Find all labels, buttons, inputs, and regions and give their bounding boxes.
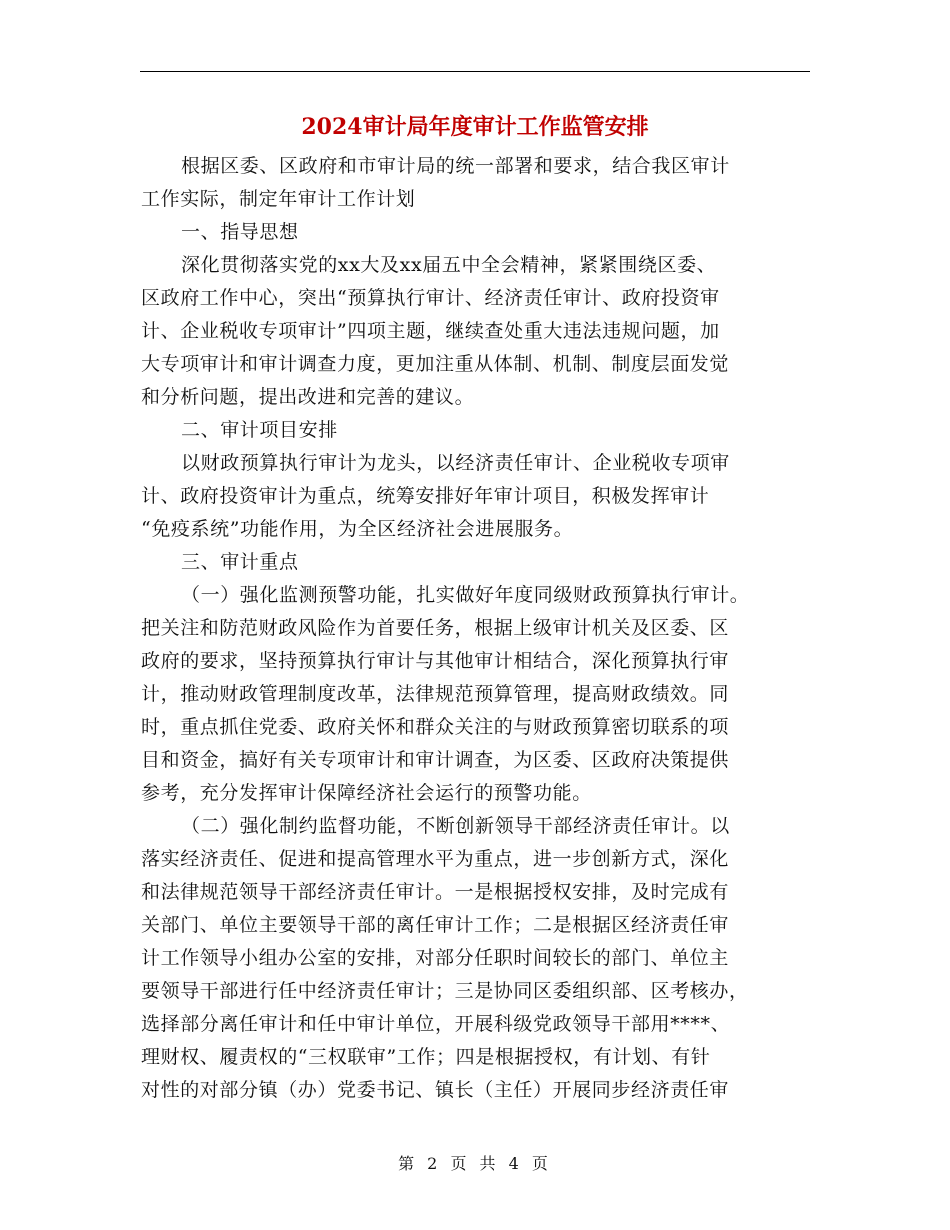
document-title: 2024审计局年度审计工作监管安排 [301,114,649,140]
paragraph-line: 计，推动财政管理制度改革，法律规范预算管理，提高财政绩效。同 [141,683,730,705]
paragraph-line: 计工作领导小组办公室的安排，对部分任职时间较长的部门、单位主 [141,947,730,969]
header-rule [140,71,810,72]
paragraph-line: “免疫系统”功能作用，为全区经济社会进展服务。 [141,518,574,540]
paragraph-line: 参考，充分发挥审计保障经济社会运行的预警功能。 [141,782,592,804]
paragraph-line: 工作实际，制定年审计工作计划 [141,188,416,210]
paragraph-line: 目和资金，搞好有关专项审计和审计调查，为区委、区政府决策提供 [141,749,730,771]
paragraph-line: 把关注和防范财政风险作为首要任务，根据上级审计机关及区委、区 [141,617,730,639]
paragraph-line: 区政府工作中心，突出“预算执行审计、经济责任审计、政府投资审 [141,287,720,309]
page-footer: 第 2 页 共 4 页 [398,1154,552,1173]
section-heading: 二、审计项目安排 [181,419,338,441]
paragraph-line: 和法律规范领导干部经济责任审计。一是根据授权安排，及时完成有 [141,881,730,903]
paragraph-line: 大专项审计和审计调查力度，更加注重从体制、机制、制度层面发觉 [141,353,730,375]
paragraph-line: 和分析问题，提出改进和完善的建议。 [141,386,475,408]
document-body [141,150,811,1107]
paragraph-line: 时，重点抓住党委、政府关怀和群众关注的与财政预算密切联系的项 [141,716,730,738]
paragraph-line: 政府的要求，坚持预算执行审计与其他审计相结合，深化预算执行审 [141,650,730,672]
paragraph-line: 深化贯彻落实党的xx大及xx届五中全会精神，紧紧围绕区委、 [181,254,717,276]
paragraph-line: （二）强化制约监督功能，不断创新领导干部经济责任审计。以 [181,815,730,837]
paragraph-line: 以财政预算执行审计为龙头，以经济责任审计、企业税收专项审 [181,452,730,474]
paragraph-line: 要领导干部进行任中经济责任审计；三是协同区委组织部、区考核办， [141,980,749,1002]
paragraph-line: 落实经济责任、促进和提高管理水平为重点，进一步创新方式，深化 [141,848,730,870]
paragraph-line: 选择部分离任审计和任中审计单位，开展科级党政领导干部用****、 [141,1013,731,1035]
paragraph-line: 根据区委、区政府和市审计局的统一部署和要求，结合我区审计 [181,155,730,177]
paragraph-line: 理财权、履责权的“三权联审”工作；四是根据授权，有计划、有针 [141,1046,711,1068]
section-heading: 一、指导思想 [181,221,299,243]
paragraph-line: （一）强化监测预警功能，扎实做好年度同级财政预算执行审计。 [181,584,750,606]
paragraph-line: 关部门、单位主要领导干部的离任审计工作；二是根据区经济责任审 [141,914,730,936]
section-heading: 三、审计重点 [181,551,299,573]
paragraph-line: 对性的对部分镇（办）党委书记、镇长（主任）开展同步经济责任审 [141,1079,730,1101]
paragraph-line: 计、政府投资审计为重点，统筹安排好年审计项目，积极发挥审计 [141,485,710,507]
paragraph-line: 计、企业税收专项审计”四项主题，继续查处重大违法违规问题，加 [141,320,720,342]
